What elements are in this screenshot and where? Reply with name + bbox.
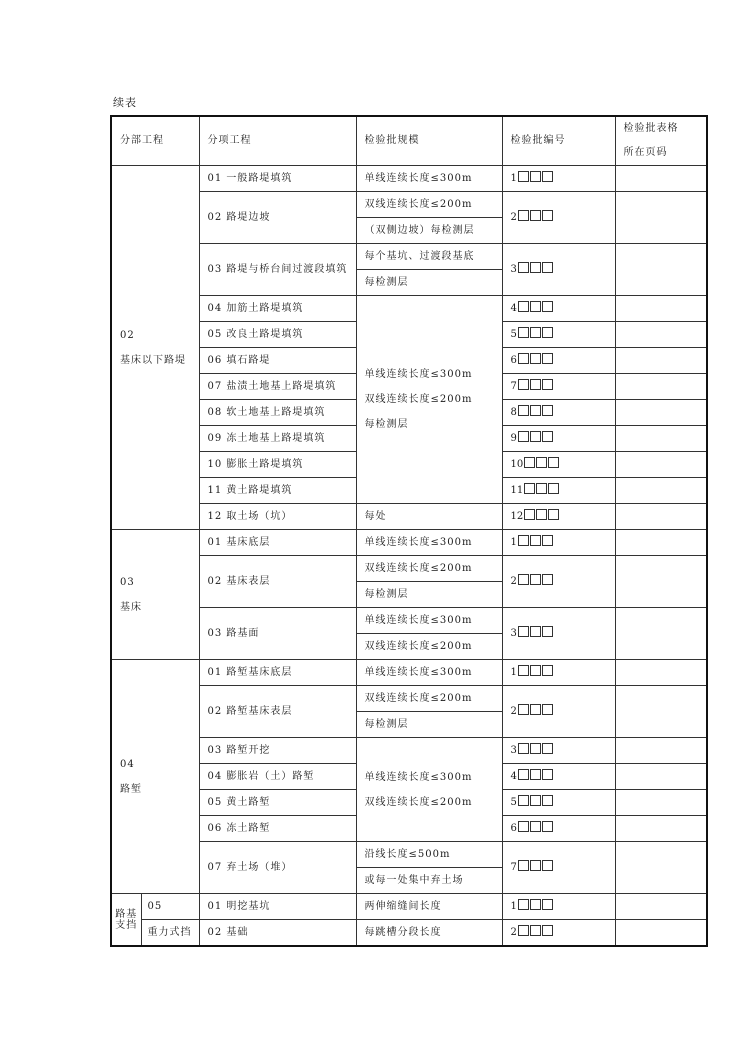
subitem-name: 05 黄土路堑 [199,790,356,816]
subitem-name: 03 路基面 [199,608,356,660]
batch-scale: 每检测层 [356,270,502,296]
header-batch-scale: 检验批规模 [356,116,502,166]
page-cell [615,790,707,816]
batch-number: 1 [502,166,615,192]
table-row [111,556,707,582]
division-name: 重力式挡 [141,920,199,947]
subitem-name: 09 冻土地基上路堤填筑 [199,426,356,452]
batch-number: 11 [502,478,615,504]
subitem-name: 01 基床底层 [199,530,356,556]
batch-scale-merged [356,738,502,842]
page-cell [615,296,707,322]
batch-number: 1 [502,530,615,556]
batch-number: 5 [502,790,615,816]
table-row [111,738,707,764]
division-code: 02 [120,329,135,341]
page-cell [615,816,707,842]
page-cell [615,894,707,920]
batch-number: 1 [502,660,615,686]
batch-scale-line: 双线连续长度≤200m [364,394,473,405]
batch-number: 12 [502,504,615,530]
batch-scale: 每跳槽分段长度 [356,920,502,947]
batch-number: 6 [502,348,615,374]
table-row [111,608,707,634]
header-page-line2: 所在页码 [623,147,668,158]
batch-number: 2 [502,556,615,608]
division-code: 04 [120,758,135,770]
batch-scale: 每检测层 [356,712,502,738]
division-cell-04 [111,660,199,894]
subitem-name: 03 路堤与桥台间过渡段填筑 [199,244,356,296]
subitem-name: 11 黄土路堤填筑 [199,478,356,504]
batch-number: 3 [502,608,615,660]
page-cell [615,556,707,608]
batch-scale-line: 每检测层 [364,419,409,430]
page-cell [615,608,707,660]
page-cell [615,738,707,764]
batch-number: 3 [502,738,615,764]
batch-number: 6 [502,816,615,842]
batch-number: 2 [502,192,615,244]
batch-scale-merged [356,296,502,504]
header-page-line1: 检验批表格 [623,123,679,134]
batch-number: 9 [502,426,615,452]
header-row [111,116,707,166]
page-cell [615,660,707,686]
batch-scale: 单线连续长度≤300m [356,166,502,192]
page-cell [615,764,707,790]
subitem-name: 12 取土场（坑） [199,504,356,530]
page-cell [615,322,707,348]
batch-scale-line: 单线连续长度≤300m [364,771,473,783]
subitem-name: 01 路堑基床底层 [199,660,356,686]
subitem-name: 08 软土地基上路堤填筑 [199,400,356,426]
batch-scale: 沿线长度≤500m [356,842,502,868]
subitem-name: 05 改良土路堤填筑 [199,322,356,348]
table-row [111,686,707,712]
subitem-name: 06 填石路堤 [199,348,356,374]
header-batch-number: 检验批编号 [502,116,615,166]
table-row [111,894,707,920]
page-cell [615,452,707,478]
division-code: 05 [141,894,199,920]
subitem-name: 04 加筋土路堤填筑 [199,296,356,322]
batch-number: 7 [502,842,615,894]
table-caption: 续表 [113,96,137,109]
batch-scale: 或每一处集中弃土场 [356,868,502,894]
batch-number: 1 [502,894,615,920]
page-cell [615,530,707,556]
subitem-name: 10 膨胀土路堤填筑 [199,452,356,478]
division-cell-03 [111,530,199,660]
subitem-name: 01 明挖基坑 [199,894,356,920]
page-cell [615,426,707,452]
division-name: 路堑 [120,783,142,795]
subitem-name: 02 路堤边坡 [199,192,356,244]
division-name: 基床 [120,601,142,613]
page-cell [615,400,707,426]
page-cell [615,348,707,374]
page-cell [615,166,707,192]
batch-number: 10 [502,452,615,478]
page-cell [615,374,707,400]
batch-number: 8 [502,400,615,426]
table-row [111,842,707,868]
batch-scale: 双线连续长度≤200m [356,192,502,218]
batch-scale: （双侧边坡）每检测层 [356,218,502,244]
batch-scale-line: 单线连续长度≤300m [364,369,473,380]
subitem-name: 01 一般路堤填筑 [199,166,356,192]
table-row [111,530,707,556]
table-row [111,660,707,686]
batch-scale: 单线连续长度≤300m [356,530,502,556]
batch-number: 3 [502,244,615,296]
batch-number: 4 [502,296,615,322]
subitem-name: 07 弃土场（堆） [199,842,356,894]
subitem-name: 02 基础 [199,920,356,947]
subitem-name: 02 基床表层 [199,556,356,608]
subitem-name: 04 膨胀岩（土）路堑 [199,764,356,790]
page-cell [615,842,707,894]
table-row [111,504,707,530]
page-cell [615,478,707,504]
subitem-name: 07 盐渍土地基上路堤填筑 [199,374,356,400]
batch-scale: 每处 [356,504,502,530]
table-row [111,166,707,192]
table-row [111,192,707,218]
batch-number: 7 [502,374,615,400]
subitem-name: 03 路堑开挖 [199,738,356,764]
header-subitem: 分项工程 [199,116,356,166]
batch-scale: 双线连续长度≤200m [356,686,502,712]
page-cell [615,920,707,947]
batch-scale: 两伸缩缝间长度 [356,894,502,920]
header-page-number [615,116,707,166]
division-name: 基床以下路堤 [120,354,186,366]
page-cell [615,244,707,296]
page-cell [615,192,707,244]
batch-scale-line: 双线连续长度≤200m [364,796,473,808]
table-row [111,244,707,270]
division-group-cell: 路基支挡 [111,894,141,947]
batch-scale: 单线连续长度≤300m [356,608,502,634]
batch-number: 5 [502,322,615,348]
batch-scale: 单线连续长度≤300m [356,660,502,686]
division-code: 03 [120,576,135,588]
batch-scale: 每检测层 [356,582,502,608]
subitem-name: 06 冻土路堑 [199,816,356,842]
batch-scale: 每个基坑、过渡段基底 [356,244,502,270]
header-division: 分部工程 [111,116,199,166]
batch-scale: 双线连续长度≤200m [356,556,502,582]
page-cell [615,504,707,530]
table-row [111,296,707,322]
batch-number: 2 [502,920,615,947]
batch-scale: 双线连续长度≤200m [356,634,502,660]
batch-number: 2 [502,686,615,738]
batch-number: 4 [502,764,615,790]
division-cell-02 [111,166,199,530]
page-cell [615,686,707,738]
table-row [111,920,707,947]
subitem-name: 02 路堑基床表层 [199,686,356,738]
inspection-batch-table [110,115,708,947]
